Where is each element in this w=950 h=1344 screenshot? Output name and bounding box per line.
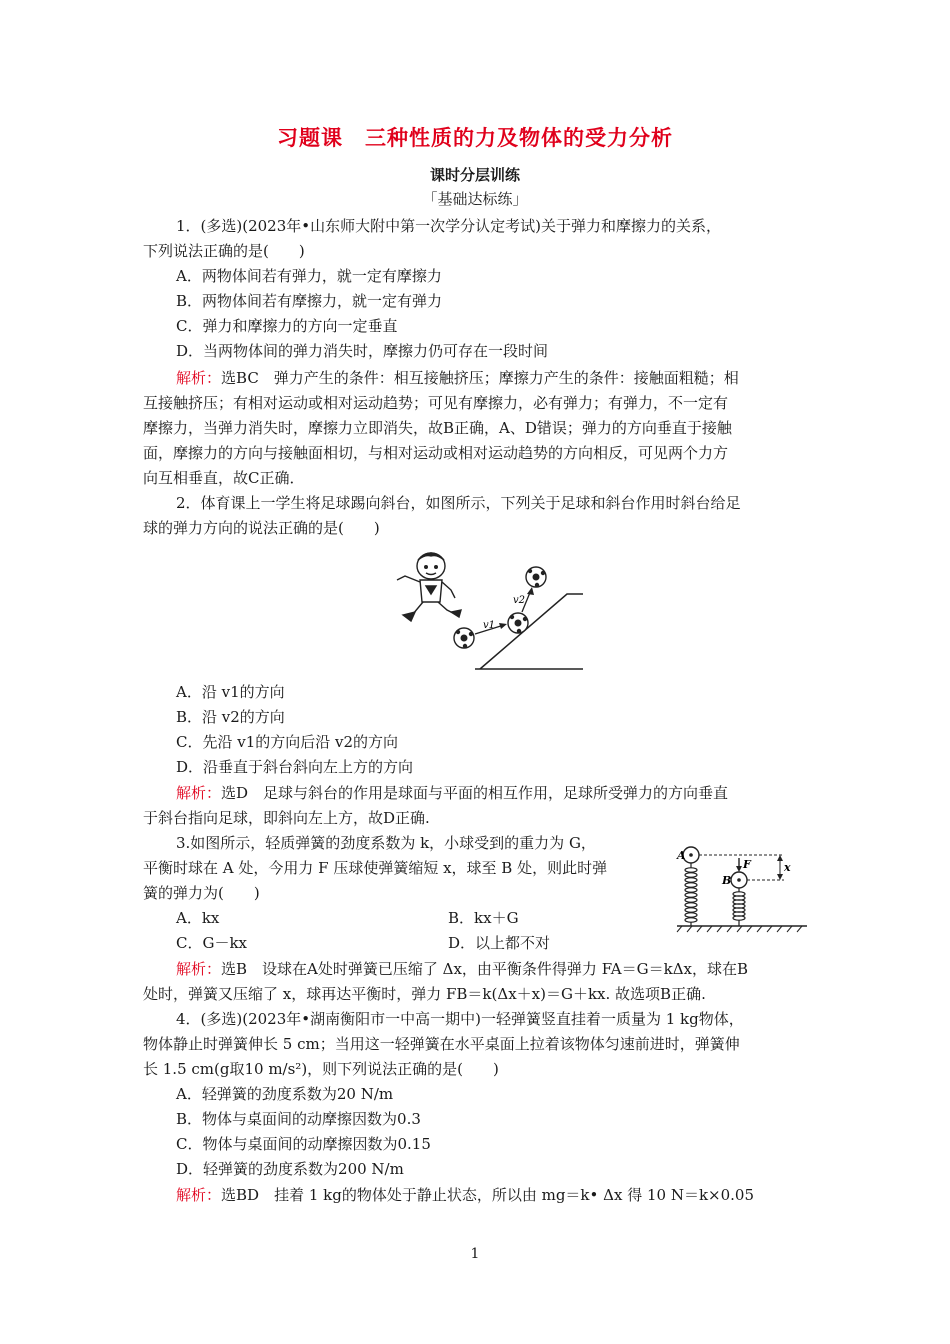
q2-option-d: D．沿垂直于斜台斜向左上方的方向 [176, 758, 414, 776]
q4-stem-line3: 长 1.5 cm(g取10 m/s²)，则下列说法正确的是( ) [143, 1060, 499, 1078]
page-number: 1 [470, 1246, 480, 1262]
q3-stem-line1: 3.如图所示，轻质弹簧的劲度系数为 k，小球受到的重力为 G， [176, 834, 596, 852]
v2-label: v2 [513, 595, 526, 606]
q2-option-a: A．沿 v1的方向 [176, 683, 285, 701]
q2-stem-line1: 2．体育课上一学生将足球踢向斜台，如图所示，下列关于足球和斜台作用时斜台给足 [176, 494, 741, 512]
q4-stem-line1: 4．(多选)(2023年•湖南衡阳市一中高一期中)一轻弹簧竖直挂着一质量为 1 kg物体， [176, 1010, 744, 1028]
q4-stem-line2: 物体静止时弹簧伸长 5 cm；当用这一轻弹簧在水平桌面上拉着该物体匀速前进时，弹簧伸 [143, 1035, 740, 1053]
q2-stem-line2: 球的弹力方向的说法正确的是( ) [143, 519, 380, 537]
soccer-ball-1 [454, 628, 474, 648]
q1-stem-line2: 下列说法正确的是( ) [143, 242, 305, 260]
q4-option-b: B．物体与桌面间的动摩擦因数为0.3 [176, 1110, 421, 1128]
q2-figure [385, 546, 590, 676]
answer-label: 解析： [176, 369, 222, 387]
spring-a [685, 863, 697, 926]
q4-option-a: A．轻弹簧的劲度系数为20 N/m [176, 1085, 394, 1103]
q2-answer-line1 [176, 781, 856, 806]
spring-b [733, 888, 745, 926]
v1-label: v1 [483, 620, 496, 631]
soccer-ball-3 [526, 567, 546, 587]
q1-option-c: C．弹力和摩擦力的方向一定垂直 [176, 317, 398, 335]
page-subtitle: 课时分层训练 [429, 166, 520, 184]
answer-label: 解析： [176, 960, 222, 978]
q4-answer-line1 [176, 1183, 856, 1208]
q3-answer-line2: 处时，弹簧又压缩了 x，球再达平衡时，弹力 FB＝k(Δx＋x)＝G＋kx. 故选项B正确. [143, 985, 706, 1003]
answer-label: 解析： [176, 784, 222, 802]
answer-text: 选BD 挂着 1 kg的物体处于静止状态，所以由 mg＝k• Δx 得 10 N＝k×0.05 [221, 1186, 755, 1204]
label-a: A [677, 849, 686, 862]
q1-stem-line1: 1．(多选)(2023年•山东师大附中第一次学分认定考试)关于弹力和摩擦力的关系， [176, 217, 721, 235]
label-b: B [722, 874, 732, 887]
q3-option-d: D．以上都不对 [448, 934, 551, 952]
page-title: 习题课 三种性质的力及物体的受力分析 [277, 125, 673, 150]
q1-option-a: A．两物体间若有弹力，就一定有摩擦力 [176, 267, 442, 285]
label-f: F [743, 858, 751, 871]
q3-option-b: B．kx＋G [448, 909, 519, 927]
q1-option-b: B．两物体间若有摩擦力，就一定有弹力 [176, 292, 443, 310]
q4-option-d: D．轻弹簧的劲度系数为200 N/m [176, 1160, 404, 1178]
answer-text: 选D 足球与斜台的作用是球面与平面的相互作用，足球所受弹力的方向垂直 [221, 784, 729, 802]
q1-answer-line2: 互接触挤压；有相对运动或相对运动趋势；可见有摩擦力，必有弹力；有弹力，不一定有 [143, 394, 729, 412]
answer-label: 解析： [176, 1186, 222, 1204]
label-x: x [784, 861, 791, 874]
student-figure [397, 553, 461, 621]
q1-answer-line1 [176, 366, 856, 391]
q3-option-a: A．kx [176, 909, 220, 927]
q1-answer-line3: 摩擦力，当弹力消失时，摩擦力立即消失，故B正确，A、D错误；弹力的方向垂直于接触 [143, 419, 732, 437]
q3-stem-line2: 平衡时球在 A 处，今用力 F 压球使弹簧缩短 x，球至 B 处，则此时弹 [143, 859, 608, 877]
q3-answer-line1 [176, 957, 856, 982]
answer-text: 选BC 弹力产生的条件：相互接触挤压；摩擦力产生的条件：接触面粗糙；相 [221, 369, 739, 387]
soccer-ball-2 [508, 613, 528, 633]
q2-answer-line2: 于斜台指向足球，即斜向左上方，故D正确. [143, 809, 430, 827]
q1-answer-line5: 向互相垂直，故C正确． [143, 469, 305, 487]
q4-option-c: C．物体与桌面间的动摩擦因数为0.15 [176, 1135, 431, 1153]
q1-option-d: D．当两物体间的弹力消失时，摩擦力仍可存在一段时间 [176, 342, 549, 360]
answer-text: 选B 设球在A处时弹簧已压缩了 Δx，由平衡条件得弹力 FA＝G＝kΔx，球在B [221, 960, 749, 978]
q2-option-b: B．沿 v2的方向 [176, 708, 285, 726]
q3-spring-figure [672, 840, 812, 935]
q2-option-c: C．先沿 v1的方向后沿 v2的方向 [176, 733, 399, 751]
q3-stem-line3: 簧的弹力为( ) [143, 884, 260, 902]
section-heading: 「基础达标练」 [422, 190, 528, 208]
q3-option-c: C．G－kx [176, 934, 248, 952]
q1-answer-line4: 面，摩擦力的方向与接触面相切，与相对运动或相对运动趋势的方向相反，可见两个力方 [143, 444, 729, 462]
